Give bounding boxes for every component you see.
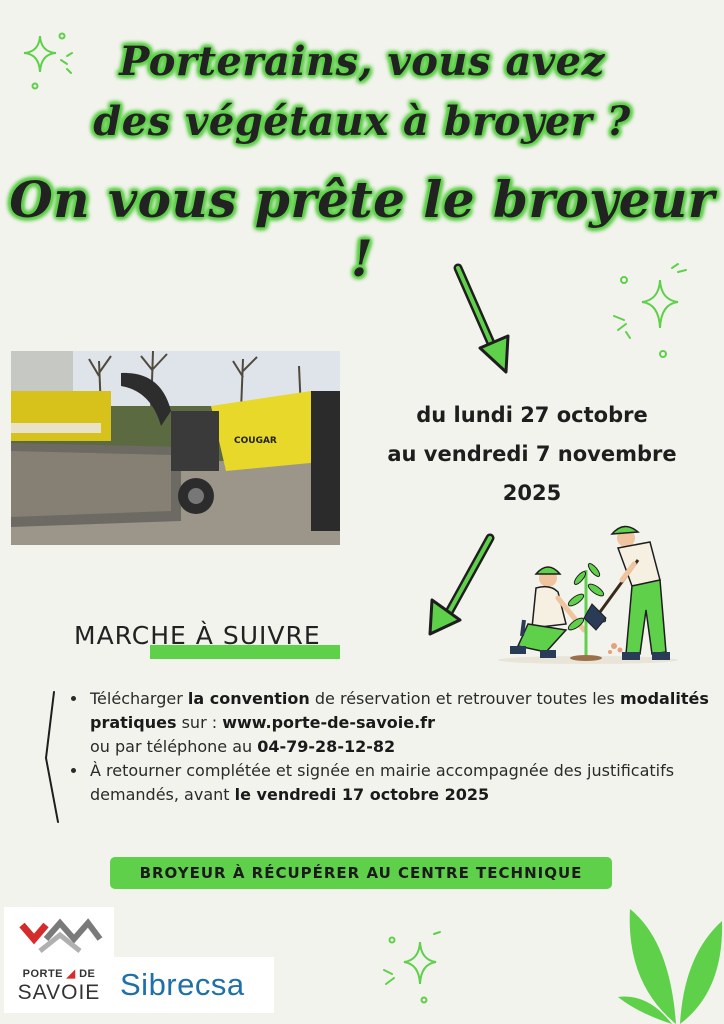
pickup-banner: BROYEUR À RÉCUPÉRER AU CENTRE TECHNIQUE bbox=[110, 857, 612, 889]
porte-de-savoie-wordmark: SAVOIE bbox=[17, 981, 101, 1004]
sibrecsa-logo bbox=[114, 957, 274, 1013]
website-link[interactable]: www.porte-de-savoie.fr bbox=[222, 713, 436, 732]
sparkle-icon bbox=[606, 258, 698, 362]
machine-brand-label: COUGAR bbox=[234, 436, 277, 446]
date-line-1: du lundi 27 octobre bbox=[416, 403, 648, 427]
arrow-down-icon bbox=[450, 262, 520, 382]
procedure-steps bbox=[70, 687, 710, 807]
title-line-3: On vous prête le broyeur ! bbox=[9, 170, 715, 288]
procedure-step-2: • À retourner complétée et signée en mairie accompagnée des justificatifs demandés, avant le vendredi 17 octobre 2025 bbox=[88, 759, 710, 807]
porte-de-savoie-emblem bbox=[4, 907, 114, 967]
bracket-decoration bbox=[40, 688, 62, 828]
dates-block bbox=[340, 396, 724, 513]
date-line-2: au vendredi 7 novembre bbox=[387, 442, 677, 466]
leaf-icon bbox=[618, 905, 724, 1024]
gardeners-illustration bbox=[488, 520, 688, 670]
convention-link[interactable]: la convention bbox=[187, 689, 310, 708]
wood-chipper-photo bbox=[11, 351, 340, 545]
porte-de-savoie-logo: PORTE ◢ DE SAVOIE bbox=[4, 907, 114, 1013]
title-line-1: Porterains, vous avez bbox=[119, 38, 605, 85]
phone-number[interactable]: 04-79-28-12-82 bbox=[257, 737, 396, 756]
sibrecsa-wordmark: Sibrecsa bbox=[120, 967, 245, 1002]
title-line-2: des végétaux à broyer ? bbox=[93, 98, 631, 145]
sparkle-icon bbox=[378, 930, 448, 1010]
procedure-step-1: • Télécharger la convention de réservation et retrouver toutes les modalités pratiques sur : www.porte-de-savoie.fr ou par téléphone au 04-79-28-12-82 bbox=[88, 687, 710, 759]
procedure-heading: MARCHE À SUIVRE bbox=[74, 621, 321, 650]
date-line-3: 2025 bbox=[502, 481, 562, 505]
